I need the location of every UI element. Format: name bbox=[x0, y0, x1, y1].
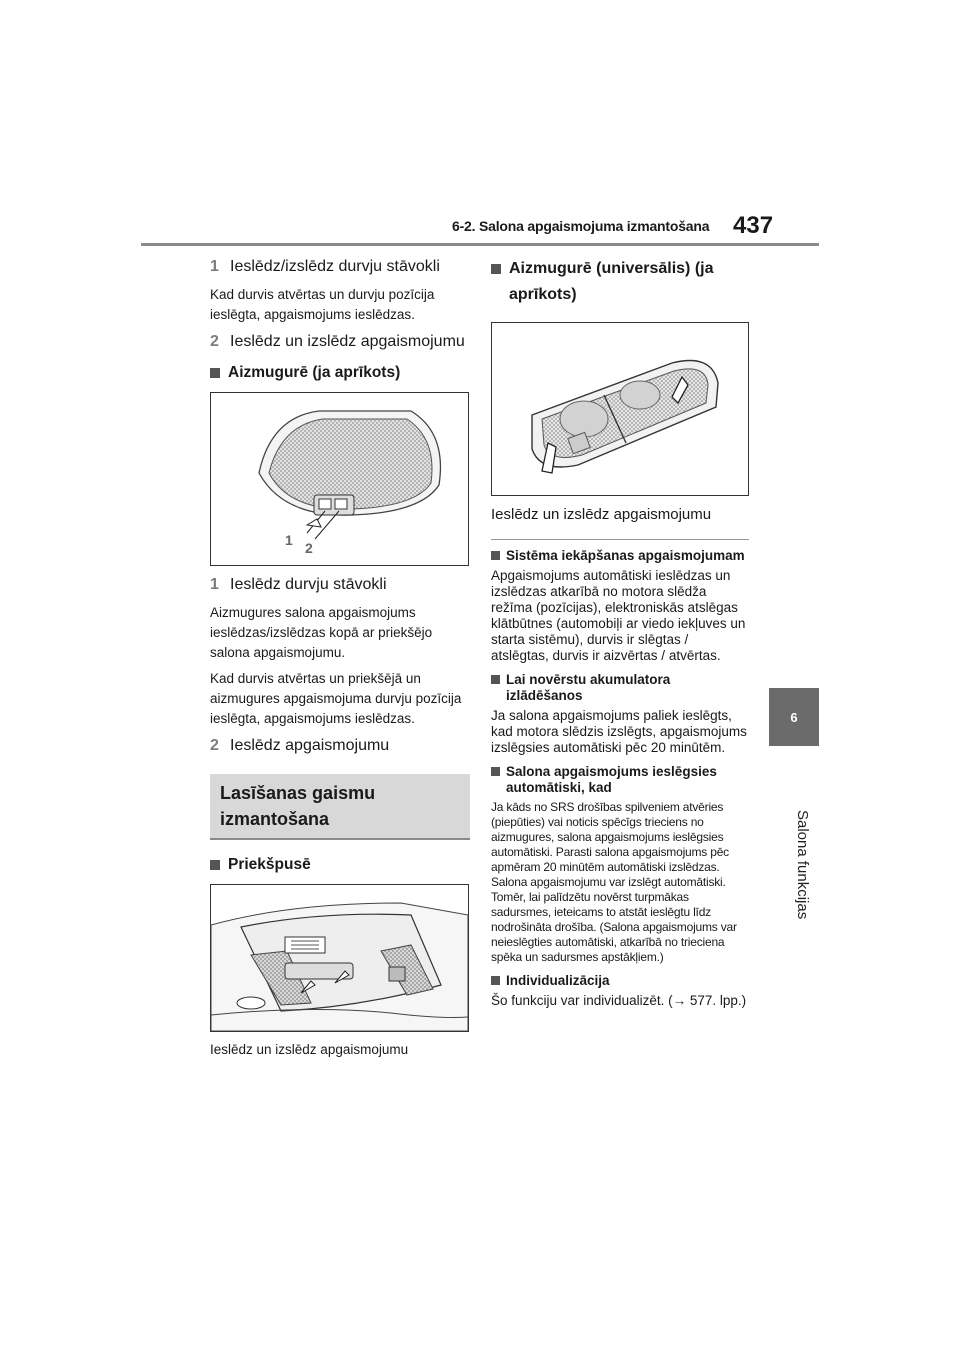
rear-heading: Aizmugurē (ja aprīkots) bbox=[210, 362, 470, 384]
step-text: Ieslēdz apgaismojumu bbox=[230, 737, 390, 754]
note-body: Ja kāds no SRS drošības spilveniem atvēries (piepūties) vai noticis spēcīgs trieciens no aizmugures, salona apgaismojums ieslēgsies automātiski. Parasti salona apgaismojums pēc apmēram 20 minūtēm automātiski izslēdzas. Salona apgaismojumu var izslēgt automātiski. Tomēr, lai palīdzētu novērst turpmākas sadursmes, ieteicams to atstāt ieslēgtu līdz nodrošināta drošība. (Salona apgaismojums var neieslēgties automātiski, atkarībā no trieciena spēka un sadursmes apstākļiem.) bbox=[491, 800, 737, 964]
note-title-battery: Lai novērstu akumulatora izlādēšanos bbox=[491, 672, 749, 704]
front-light-figure bbox=[210, 884, 469, 1032]
step-text: Ieslēdz durvju stāvokli bbox=[230, 576, 387, 593]
page-number: 437 bbox=[733, 212, 774, 239]
square-bullet-icon bbox=[491, 767, 500, 776]
figure-caption: Ieslēdz un izslēdz apgaismojumu bbox=[210, 1042, 409, 1057]
callout-1: 1 bbox=[285, 532, 293, 548]
note-title-entry-lighting: Sistēma iekāpšanas apgaismojumam bbox=[491, 548, 749, 564]
left-column bbox=[210, 256, 470, 1067]
step-text: Ieslēdz un izslēdz apgaismojumu bbox=[230, 333, 465, 350]
header-divider bbox=[141, 243, 819, 246]
step-number: 2 bbox=[210, 333, 219, 350]
note-body: Šo funkciju var individualizēt. (→ 577. lpp.) bbox=[491, 993, 747, 1008]
square-bullet-icon bbox=[491, 264, 501, 274]
chapter-tab: 6 bbox=[769, 688, 819, 746]
rear-light-figure bbox=[210, 392, 469, 566]
note-body: Ja salona apgaismojums paliek ieslēgts, kad motora slēdzis izslēgts, apgaismojums izslēgsies automātiski pēc 20 minūtēm. bbox=[491, 708, 747, 755]
figure-caption: Ieslēdz un izslēdz apgaismojumu bbox=[491, 506, 712, 523]
rear-universal-heading: Aizmugurē (universālis) (ja aprīkots) bbox=[491, 256, 749, 308]
reading-lights-heading: Lasīšanas gaismu izmantošana bbox=[210, 774, 470, 840]
note-body: Apgaismojums automātiski ieslēdzas un izslēdzas atkarībā no motora slēdža režīma (pozīcijas), elektroniskās atslēgas klātbūtnes (automobiļi ar viedo iekļuves un starta sistēmu), durvis ir slēgtas / atslēgtas, durvis ir aizvērtas / atvērtas. bbox=[491, 568, 746, 663]
callout-2: 2 bbox=[305, 540, 313, 556]
step-light-on bbox=[210, 735, 470, 756]
section-title: 6-2. Salona apgaismojuma izmantošana bbox=[452, 218, 710, 234]
paragraph: Kad durvis atvērtas un priekšējā un aizmugures apgaismojuma durvju pozīcija ieslēgta, apgaismojums ieslēdzas. bbox=[210, 671, 462, 726]
note-title-customization: Individualizācija bbox=[491, 973, 749, 989]
rear-dome-light-illustration bbox=[211, 393, 468, 565]
square-bullet-icon bbox=[210, 860, 220, 870]
square-bullet-icon bbox=[491, 551, 500, 560]
step-number: 1 bbox=[210, 576, 219, 593]
chapter-label: Salona funkcijas bbox=[794, 810, 811, 920]
step-number: 2 bbox=[210, 737, 219, 754]
notes-divider bbox=[491, 539, 749, 540]
square-bullet-icon bbox=[491, 675, 500, 684]
step-text: Ieslēdz/izslēdz durvju stāvokli bbox=[230, 258, 440, 275]
step-number: 1 bbox=[210, 258, 219, 275]
front-overhead-console-illustration bbox=[211, 885, 468, 1031]
right-column bbox=[491, 256, 749, 1015]
paragraph: Aizmugures salona apgaismojums ieslēdzas/izslēdzas kopā ar priekšējo salona apgaismojumu. bbox=[210, 605, 433, 660]
note-title-auto-on: Salona apgaismojums ieslēgsies automātiski, kad bbox=[491, 764, 749, 796]
step-door-position-rear bbox=[210, 574, 470, 595]
step-on-off bbox=[210, 331, 470, 352]
step-door-position bbox=[210, 256, 470, 277]
square-bullet-icon bbox=[491, 976, 500, 985]
wagon-dome-light-illustration bbox=[492, 323, 748, 495]
square-bullet-icon bbox=[210, 368, 220, 378]
paragraph: Kad durvis atvērtas un durvju pozīcija ieslēgta, apgaismojums ieslēdzas. bbox=[210, 287, 435, 322]
wagon-rear-light-figure bbox=[491, 322, 749, 496]
front-heading: Priekšpusē bbox=[210, 854, 470, 876]
